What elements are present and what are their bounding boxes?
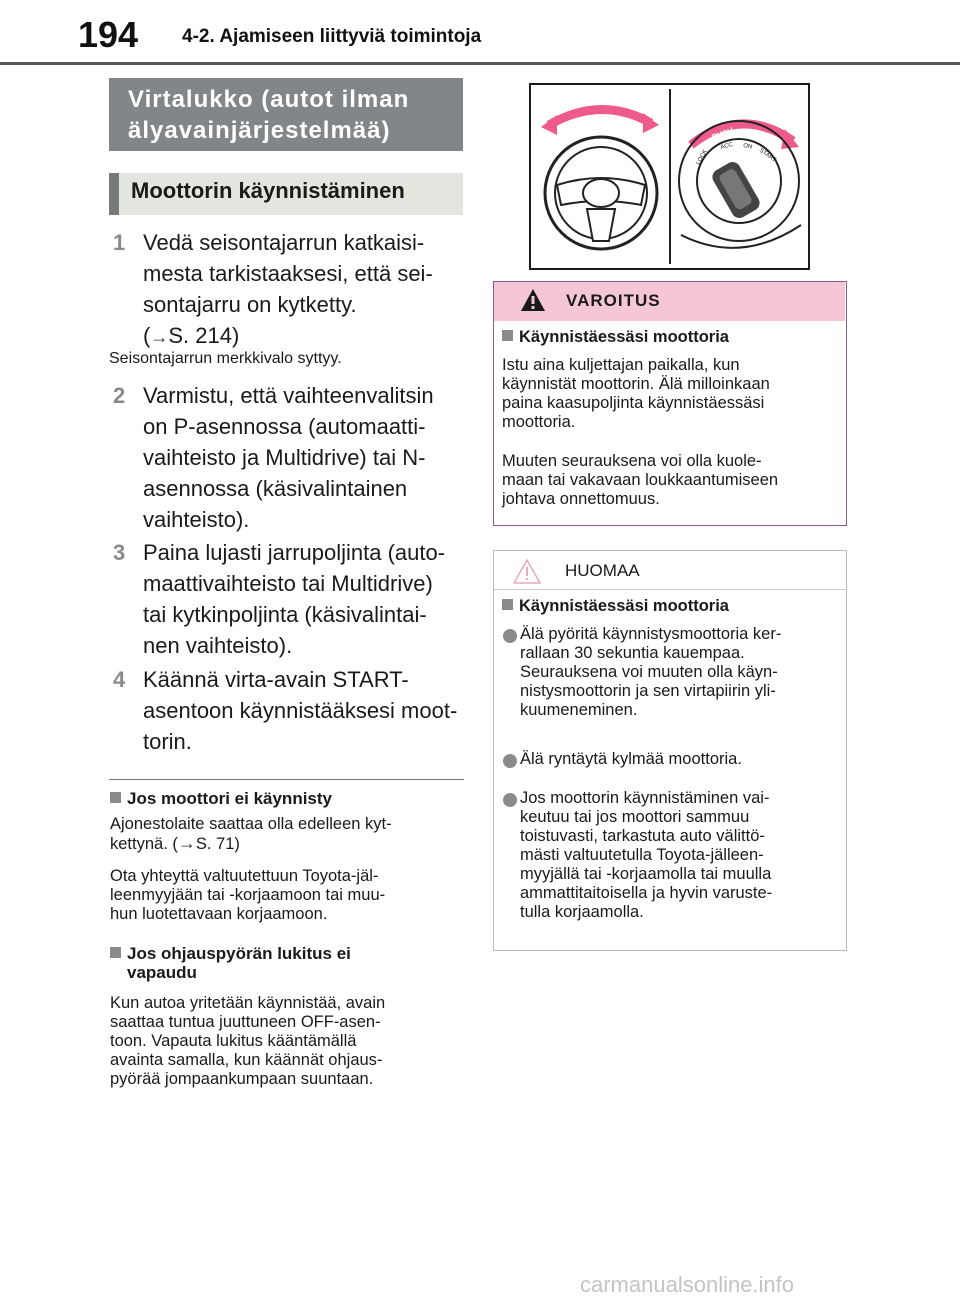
label-lock: LOCK [695,148,709,166]
text-line: Istu aina kuljettajan paikalla, kun [502,356,740,374]
step-line: Vedä seisontajarrun katkaisi- [143,230,425,255]
text-line: kuumeneminen. [520,701,638,719]
illustration-svg [531,85,808,268]
notice-subheading [502,597,729,616]
label-acc: ACC [719,141,734,151]
steering-wheel-icon [545,137,657,249]
warning-paragraph [502,452,840,509]
text-line: toon. Vapauta lukitus kääntämällä [110,1032,357,1050]
notice-box [493,550,847,951]
text-line: Ota yhteyttä valtuutettuun Toyota-jäl- [110,867,379,885]
arrow-right-icon: → [177,833,196,853]
step-line: Käännä virta-avain START- [143,667,409,692]
text-line: maan tai vakavaan loukkaantumiseen [502,471,779,489]
ignition-illustration [529,83,810,270]
notice-bullet-text [520,750,838,769]
warning-title: VAROITUS [566,291,661,310]
note-paragraph [110,815,465,854]
subsection-title: Moottorin käynnistäminen [109,173,463,215]
step-line: on P-asennossa (automaatti- [143,414,426,439]
text-line: rallaan 30 sekuntia kauempaa. [520,644,745,662]
text-line: nistysmoottorin ja sen virtapiirin yli- [520,682,776,700]
page-reference: (→S. 214) [143,323,240,348]
label-push: PUSH [710,125,735,142]
text-line: leenmyyjään tai -korjaamoon tai muu- [110,886,386,904]
notice-bullet-text [520,625,838,720]
text-line: Muuten seurauksena voi olla kuole- [502,452,762,470]
notice-subheading-text: Käynnistäessäsi moottoria [519,597,729,615]
step-1-note: Seisontajarrun merkkivalo syttyy. [109,350,342,367]
round-bullet-icon [503,629,517,643]
warning-triangle-icon [520,288,546,312]
notice-title: HUOMAA [565,561,640,580]
step-line: asentoon käynnistääksesi moot- [143,698,458,723]
section-title-line1: Virtalukko (autot ilman [128,86,410,113]
step-line: nen vaihteisto). [143,633,293,658]
note-heading-text: Jos ohjauspyörän lukitus ei [127,944,351,963]
text-line [110,834,465,854]
text-line: avainta samalla, kun käännät ohjaus- [110,1051,383,1069]
text-line: pyörää jompaankumpaan suuntaan. [110,1070,374,1088]
page-number: 194 [78,14,139,55]
header-rule [0,62,960,65]
step-line: maattivaihteisto tai Multidrive) [143,571,433,596]
step-line: Paina lujasti jarrupoljinta (auto- [143,540,446,565]
step-line: mesta tarkistaaksesi, että sei- [143,261,433,286]
arrow-head-icon [643,113,659,133]
text-line: Kun autoa yritetään käynnistää, avain [110,994,386,1012]
step-line: vaihteisto ja Multidrive) tai N- [143,445,426,470]
text-line: hun luotettavaan korjaamoon. [110,905,328,923]
caution-triangle-icon [512,558,542,585]
label-start: START [757,147,777,164]
note-paragraph [110,867,465,924]
notice-rule [494,589,846,590]
text-fragment: kettynä. ( [110,835,178,853]
step-line: Varmistu, että vaihteenvalitsin [143,383,434,408]
text-line: ammattitaitoisella ja hyvin varuste- [520,884,773,902]
text-line: saattaa tuntua juuttuneen OFF-asen- [110,1013,381,1031]
text-line: toistuvasti, tarkastuta auto välittö- [520,827,765,845]
warning-subheading-text: Käynnistäessäsi moottoria [519,328,729,346]
step-line: sontajarru on kytketty. [143,292,357,317]
text-line: johtava onnettomuus. [502,490,660,508]
step-line: asennossa (käsivalintainen [143,476,408,501]
notice-bullet-text [520,789,838,922]
arrow-right-icon: → [150,327,169,347]
text-line: Seurauksena voi muuten olla käyn- [520,663,778,681]
round-bullet-icon [503,793,517,807]
step-line: tai kytkinpoljinta (käsivalintai- [143,602,427,627]
text-line: moottoria. [502,413,576,431]
warning-header [494,282,845,321]
warning-box [493,281,847,526]
note-heading-engine-not-start [110,789,332,808]
text-line: mästi valtuutetulla Toyota-jälleen- [520,846,764,864]
label-on: ON [742,143,753,151]
chapter-title: 4-2. Ajamiseen liittyviä toimintoja [182,26,482,47]
text-line: Älä ryntäytä kylmää moottoria. [520,750,742,768]
page-reference-text: S. 71) [195,835,240,853]
text-line: käynnistät moottorin. Älä milloinkaan [502,375,770,393]
step-number: 4 [113,667,126,692]
page-header [0,0,960,64]
text-line: Älä pyöritä käynnistysmoottoria ker- [520,625,782,643]
step-line: vaihteisto). [143,507,250,532]
warning-paragraph [502,356,840,432]
text-line: tulla korjaamolla. [520,903,644,921]
text-line: paina kaasupoljinta käynnistäessäsi [502,394,765,412]
note-heading-text: Jos moottori ei käynnisty [127,789,332,808]
square-bullet-icon [110,947,121,958]
note-paragraph [110,994,465,1089]
text-line: Ajonestolaite saattaa olla edelleen kyt- [110,815,392,833]
square-bullet-icon [110,792,121,803]
text-line: keutuu tai jos moottori sammuu [520,808,750,826]
warning-subheading [502,328,729,347]
step-number: 1 [113,230,126,255]
arrow-head-icon [541,115,557,135]
note-heading-steering-lock [110,944,351,982]
square-bullet-icon [502,599,513,610]
turn-arrow-icon [549,109,651,125]
page-reference-text: S. 214 [168,323,232,348]
note-heading-text: vapaudu [127,963,197,982]
round-bullet-icon [503,754,517,768]
section-divider [109,779,464,780]
step-line: torin. [143,729,192,754]
watermark: carmanualsonline.info [580,1272,795,1297]
step-number: 2 [113,383,126,408]
text-line: Jos moottorin käynnistäminen vai- [520,789,770,807]
step-number: 3 [113,540,126,565]
square-bullet-icon [502,330,513,341]
section-title [109,78,463,151]
text-line: myyjällä tai -korjaamolla tai muulla [520,865,772,883]
section-title-line2: älyavainjärjestelmää) [128,117,391,144]
